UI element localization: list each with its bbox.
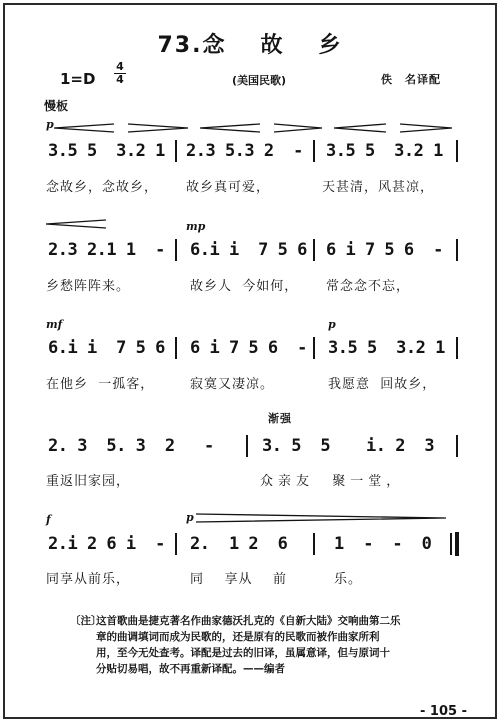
notes-r3-m3: 3.5 5 3.2 1 <box>328 338 445 358</box>
notes-r5-m1: 2.i 2 6 i - <box>48 534 165 554</box>
lyrics-r2-m3: 常念念不忘， <box>326 279 411 294</box>
lyrics-r4-m1: 重返旧家园， <box>46 474 131 489</box>
song-origin: (美国民歌) <box>232 74 287 87</box>
page-frame <box>3 3 497 719</box>
dynamic-mp: mp <box>186 220 206 233</box>
lyrics-r1-m2: 故乡真可爱， <box>186 180 271 195</box>
footnote-line: 用，至今无处查考。译配是过去的旧译，虽属意译，但与原词十 <box>96 647 390 659</box>
notes-r1-m2: 2.3 5.3 2 - <box>186 141 303 161</box>
translator-credit: 佚 名译配 <box>381 73 441 86</box>
song-title <box>0 28 500 59</box>
barline <box>246 435 248 457</box>
lyrics-r3-m2: 寂寞又凄凉。 <box>190 377 275 392</box>
barline <box>456 140 458 162</box>
barline <box>175 533 177 555</box>
lyrics-r1-m1: 念故乡，念故乡， <box>46 180 159 195</box>
barline <box>175 140 177 162</box>
notes-r3-m2: 6 i 7 5 6 - <box>190 338 307 358</box>
dynamic-p: p <box>46 118 54 131</box>
notes-r5-m3: 1 - - 0 <box>334 534 432 554</box>
tempo-marking: 慢板 <box>44 99 69 113</box>
barline <box>313 239 315 261</box>
lyrics-r5-m1: 同享从前乐， <box>46 572 131 587</box>
notes-r4-m2a: 3. 5 5 <box>262 436 331 456</box>
notes-r2-m1: 2.3 2.1 1 - <box>48 240 165 260</box>
barline <box>175 239 177 261</box>
footnote-line: 分贴切易唱，故不再重新译配。——编者 <box>96 663 285 675</box>
lyrics-r3-m1: 在他乡 一孤客， <box>46 377 155 392</box>
lyrics-r3-m3: 我愿意 回故乡， <box>328 377 437 392</box>
notes-r4-dash: - <box>204 436 214 456</box>
notes-r1-m1: 3.5 5 3.2 1 <box>48 141 165 161</box>
dynamic-p: p <box>328 318 336 331</box>
lyrics-r2-m1: 乡愁阵阵来。 <box>46 279 131 294</box>
lyrics-r2-m2: 故乡人 今如何， <box>190 279 299 294</box>
notes-r5-m2: 2. 1 2 6 <box>190 534 288 554</box>
barline <box>313 140 315 162</box>
dynamic-f: f <box>46 513 51 526</box>
notes-r2-m2: 6.i i 7 5 6 <box>190 240 307 260</box>
notes-r1-m3: 3.5 5 3.2 1 <box>326 141 443 161</box>
footnote-line: 章的曲调填词而成为民歌的，还是原有的民歌而被作曲家所利 <box>96 631 380 643</box>
barline <box>456 337 458 359</box>
crescendo-marking: 渐强 <box>268 412 292 425</box>
lyrics-r5-m3: 乐。 <box>334 572 363 587</box>
lyrics-r4-m2: 众亲友 聚一堂， <box>260 474 405 489</box>
final-barline <box>455 532 459 556</box>
barline <box>313 337 315 359</box>
meter-bottom: 4 <box>116 73 124 86</box>
title-char-3: 乡 <box>318 33 343 58</box>
footnote-label: 〔注〕 <box>70 615 102 627</box>
barline <box>456 435 458 457</box>
hairpin-row-2 <box>46 218 126 232</box>
footnote-text <box>96 613 480 677</box>
barline <box>450 533 452 555</box>
key-signature: 1=D <box>60 70 96 88</box>
dynamic-p: p <box>186 511 194 524</box>
barline <box>313 533 315 555</box>
meter-top: 4 <box>116 60 124 73</box>
title-number: 73.念 <box>157 33 227 58</box>
notes-r3-m1: 6.i i 7 5 6 <box>48 338 165 358</box>
dynamic-mf: mf <box>46 318 63 331</box>
notes-r4-m2b: i. 2 3 <box>366 436 435 456</box>
notes-r2-m3: 6 i 7 5 6 - <box>326 240 443 260</box>
lyrics-r5-m2: 同 享从 前 <box>190 572 288 587</box>
footnote-line: 这首歌曲是捷克著名作曲家德沃扎克的《自新大陆》交响曲第二乐 <box>96 615 401 627</box>
barline <box>456 239 458 261</box>
lyrics-r1-m3: 天甚清，风甚凉， <box>322 180 435 195</box>
page-number: - 105 - <box>420 704 467 719</box>
hairpins-row-1 <box>54 122 494 136</box>
time-signature <box>114 61 126 86</box>
notes-r4-m1: 2. 3 5. 3 2 <box>48 436 175 456</box>
title-char-2: 故 <box>260 33 285 58</box>
hairpin-row-5 <box>196 512 456 526</box>
barline <box>175 337 177 359</box>
